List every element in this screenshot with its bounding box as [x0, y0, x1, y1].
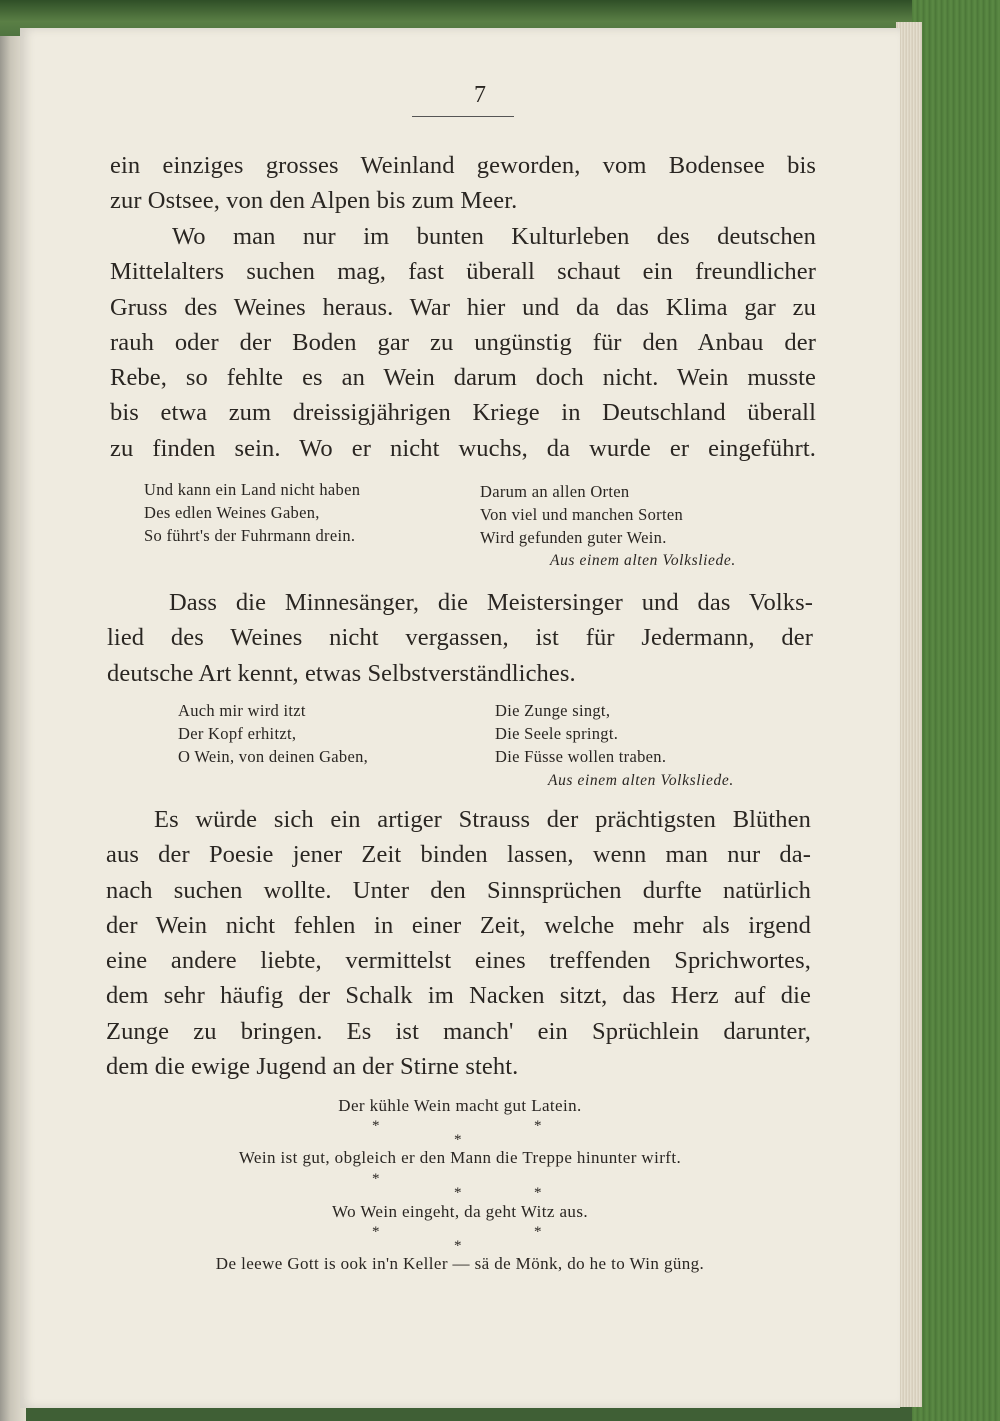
- verse-line: O Wein, von deinen Gaben,: [178, 747, 369, 766]
- asterism-star: *: [534, 1224, 542, 1240]
- text-line: zu finden sein. Wo er nicht wuchs, da wurde er eingeführt.: [110, 434, 816, 462]
- verse-line: Die Füsse wollen traben.: [495, 747, 667, 766]
- text-line: der Wein nicht fehlen in einer Zeit, welche mehr als irgend: [106, 911, 811, 939]
- verse-1-left: [144, 478, 360, 547]
- asterism-star: *: [454, 1238, 462, 1254]
- paragraph-2: [110, 219, 816, 466]
- verse-line: So führt's der Fuhrmann drein.: [144, 526, 356, 545]
- text-line: dem sehr häufig der Schalk im Nacken sitzt, das Herz auf die: [106, 982, 811, 1010]
- verse-line: Darum an allen Orten: [480, 482, 630, 501]
- verse-2-right: [495, 699, 666, 768]
- text-line: dem die ewige Jugend an der Stirne steht.: [106, 1053, 519, 1081]
- asterism-star: *: [454, 1132, 462, 1148]
- text-line: Gruss des Weines heraus. War hier und da das Klima gar zu: [110, 293, 816, 321]
- text-line: bis etwa zum dreissigjährigen Kriege in Deutschland überall: [110, 399, 816, 427]
- text-line: Mittelalters suchen mag, fast überall schaut ein freundlicher: [110, 258, 816, 286]
- text-line: deutsche Art kennt, etwas Selbstverständliches.: [107, 659, 576, 687]
- verse-line: Die Zunge singt,: [495, 701, 611, 720]
- asterism-star: *: [534, 1118, 542, 1134]
- saying-4: De leewe Gott is ook in'n Keller — sä de Mönk, do he to Win güng.: [215, 1254, 705, 1273]
- text-line: nach suchen wollte. Unter den Sinnsprüchen durfte natürlich: [106, 876, 811, 904]
- saying-1: Der kühle Wein macht gut Latein.: [338, 1096, 582, 1115]
- verse-line: Die Seele springt.: [495, 724, 619, 743]
- asterism-star: *: [372, 1171, 380, 1187]
- asterism-star: *: [372, 1118, 380, 1134]
- verse-2-left: [178, 699, 368, 768]
- page-number-rule: [412, 116, 514, 117]
- book-cover-right: [912, 0, 1000, 1421]
- verse-1-right: [480, 480, 683, 549]
- text-line: Wo man nur im bunten Kulturleben des deutschen: [172, 223, 816, 250]
- text-line: rauh oder der Boden gar zu ungünstig für den Anbau der: [110, 328, 816, 356]
- asterism-star: *: [454, 1185, 462, 1201]
- verse-line: Von viel und manchen Sorten: [480, 505, 684, 524]
- saying-3: Wo Wein eingeht, da geht Witz aus.: [332, 1202, 588, 1221]
- verse-line: Wird gefunden guter Wein.: [480, 528, 667, 547]
- text-line: Zunge zu bringen. Es ist manch' ein Sprüchlein darunter,: [106, 1017, 811, 1045]
- book-page: [20, 28, 900, 1408]
- text-line: eine andere liebte, vermittelst eines treffenden Sprichwortes,: [106, 947, 811, 975]
- asterism-star: *: [372, 1224, 380, 1240]
- asterism-star: *: [534, 1185, 542, 1201]
- text-line: lied des Weines nicht vergassen, ist für Jedermann, der: [107, 624, 813, 652]
- paragraph-4: [106, 802, 811, 1084]
- verse-line: Auch mir wird itzt: [178, 701, 306, 720]
- saying-2: Wein ist gut, obgleich er den Mann die Treppe hinunter wirft.: [238, 1148, 682, 1167]
- text-line: zur Ostsee, von den Alpen bis zum Meer.: [110, 187, 518, 215]
- text-line: Es würde sich ein artiger Strauss der prächtigsten Blüthen: [154, 806, 811, 833]
- text-line: ein einziges grosses Weinland geworden, vom Bodensee bis: [110, 152, 816, 179]
- text-line: Dass die Minnesänger, die Meistersinger und das Volks-: [169, 589, 813, 616]
- verse-2-source: Aus einem alten Volksliede.: [548, 772, 734, 789]
- paragraph-3: [107, 585, 813, 691]
- text-line: Rebe, so fehlte es an Wein darum doch nicht. Wein musste: [110, 364, 816, 392]
- text-line: aus der Poesie jener Zeit binden lassen, wenn man nur da-: [106, 841, 811, 869]
- page-number: 7: [474, 82, 486, 108]
- verse-1-source: Aus einem alten Volksliede.: [550, 552, 736, 569]
- verse-line: Des edlen Weines Gaben,: [144, 503, 320, 522]
- verse-line: Der Kopf erhitzt,: [178, 724, 297, 743]
- verse-line: Und kann ein Land nicht haben: [144, 480, 361, 499]
- paragraph-1: [110, 148, 816, 219]
